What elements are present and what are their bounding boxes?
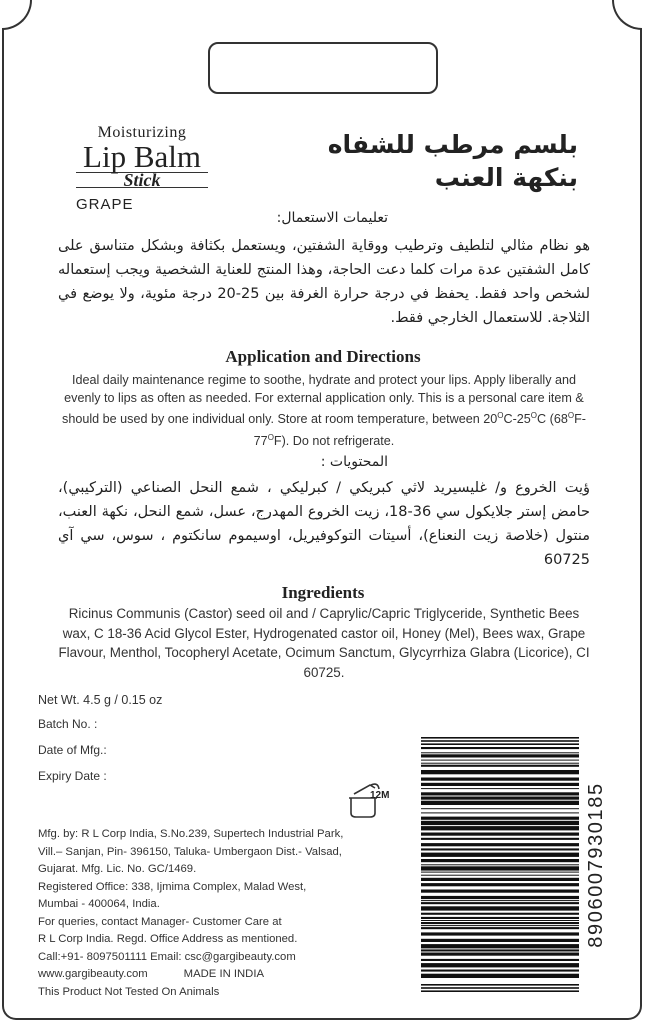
manufacturer-info: Mfg. by: R L Corp India, S.No.239, Supertech Industrial Park, Vill.– Sanjan, Pin- 396150, Taluka- Umbergaon Dist.- Valsad, Gujarat. Mfg. Lic. No. GC/1469. Registered Office: 338, Ijmima Complex, Malad West, Mumbai - 400064, India. For queries, contact Manager- Customer Care at R L Corp India. Regd. Office Address as mentioned. Call:+91- 8097501111 Email: csc@gargibeauty.com www.gargibeauty.com MADE IN INDIA This Product Not Tested On Animals xyxy=(38,828,344,998)
hang-hole xyxy=(208,42,438,94)
barcode-bar xyxy=(421,883,579,886)
barcode-bar xyxy=(421,792,579,795)
barcode-bar xyxy=(421,875,579,876)
logo-lip-balm: Lip Balm xyxy=(83,139,201,174)
barcode-bar xyxy=(421,752,579,753)
barcode-bar xyxy=(421,890,579,893)
ingredients-heading: Ingredients xyxy=(281,583,365,602)
variant-label: GRAPE xyxy=(76,196,134,213)
barcode-bar xyxy=(421,843,579,846)
barcode-bar xyxy=(421,859,579,862)
barcode-bar xyxy=(421,970,579,972)
batch-number: Batch No. : xyxy=(38,717,98,731)
arabic-directions-text: هو نظام مثالي لتلطيف وترطيب ووقاية الشفتين، ويستعمل بكثافة وبشكل متناسق على كامل الشفتين عدة مرات كلما دعت الحاجة، وهذا المنتج للعناية الشخصية ويجب إستعماله لشخص واحد فقط. يحفظ في درجة حرارة الغرفة بين 25-20 درجة مئوية، ولا يوضع في الثلاجة. للاستعمال الخارجي فقط. xyxy=(58,238,590,326)
barcode-bar xyxy=(421,987,579,989)
net-weight: Net Wt. 4.5 g / 0.15 oz xyxy=(38,693,163,707)
barcode-bar xyxy=(421,900,579,901)
barcode-bar xyxy=(421,747,579,749)
barcode-bar xyxy=(421,763,579,764)
barcode-bar xyxy=(421,770,579,774)
barcode-bar xyxy=(421,878,579,881)
arabic-title-line2: بنكهة العنب xyxy=(434,163,578,192)
barcode-bar xyxy=(421,896,579,899)
ingredients-text: Ricinus Communis (Castor) seed oil and / Caprylic/Capric Triglyceride, Synthetic Bees wax, C 18-36 Acid Glycol Ester, Hydrogenated castor oil, Honey (Mel), Bees wax, Grape Flavour, Menthol, Tocopheryl Acetate, Ocimum Sanctum, Glycyrrhiza Glabra (Licorice), CI 60725. xyxy=(58,606,590,680)
barcode-bar xyxy=(421,984,579,986)
barcode-bar xyxy=(421,927,579,929)
logo-stick: Stick xyxy=(123,170,161,190)
barcode-bar xyxy=(421,788,579,789)
barcode-number xyxy=(584,738,608,993)
barcode-bar xyxy=(421,826,579,830)
barcode-bar xyxy=(421,913,579,915)
expiry-date: Expiry Date : xyxy=(38,769,107,783)
arabic-product-title xyxy=(278,128,578,194)
barcode-bar xyxy=(421,866,579,870)
barcode-bar xyxy=(421,963,579,967)
barcode-bar xyxy=(421,801,579,805)
barcode-bar xyxy=(421,932,579,935)
barcode-bar xyxy=(421,853,579,857)
barcode-bar xyxy=(421,990,579,992)
barcode-bar xyxy=(421,778,579,781)
directions-heading: Application and Directions xyxy=(225,347,421,366)
barcode-bar xyxy=(421,797,579,800)
barcode-bar xyxy=(421,974,579,978)
barcode-bar xyxy=(421,944,579,948)
barcode-bar xyxy=(421,812,579,813)
barcode-bar xyxy=(421,939,579,942)
barcode-bar xyxy=(421,922,579,924)
barcode-bar xyxy=(421,906,579,910)
period-after-opening: 12M xyxy=(370,790,390,801)
barcode-bar xyxy=(421,872,579,873)
barcode-bar xyxy=(421,925,579,926)
barcode-bar xyxy=(421,754,579,757)
barcode xyxy=(421,737,579,992)
barcode-bar xyxy=(421,953,579,956)
svg-text:8906007930185: 8906007930185 xyxy=(585,782,607,948)
barcode-bar xyxy=(421,821,579,825)
logo-moisturizing: Moisturizing xyxy=(97,124,187,141)
arabic-ingredients-text: ؤيت الخروع و/ غليسيريد لاثي كبريكي / كبرليكي ، شمع النحل الصناعي (التركيبي)، حامض إستر جلايكول سي 36-18، زيت الخروع المهدرج، عسل، شمع النحل، نكهة العنب، منتول (خلاصة زيت النعناع)، أسيتات التوكوفيريل، اوسيموم سانكتوم ، سوس، سي آي 60725 xyxy=(58,480,590,568)
barcode-bar xyxy=(421,949,579,951)
manufacture-date: Date of Mfg.: xyxy=(38,743,107,757)
barcode-bar xyxy=(421,743,579,745)
directions-text: Ideal daily maintenance regime to soothe, hydrate and protect your lips. Apply liberally and evenly to lips as often as needed. For external application only. This is a personal care item & should be used by one individual only. Store at room temperature, between $20^OC-25^OC$ $(68^OF-77^OF)$. Do not refrigerate. xyxy=(62,373,586,448)
barcode-bar xyxy=(421,833,579,836)
barcode-bar xyxy=(421,783,579,786)
barcode-bar xyxy=(421,765,579,767)
arabic-title-line1: بلسم مرطب للشفاه xyxy=(327,130,578,159)
barcode-bar xyxy=(421,838,579,840)
arabic-ingredients-heading: المحتويات : xyxy=(320,454,388,470)
barcode-bar xyxy=(421,864,579,865)
barcode-bar xyxy=(421,760,579,761)
barcode-bar xyxy=(421,737,579,739)
barcode-bar xyxy=(421,848,579,850)
brand-logo xyxy=(74,124,210,213)
barcode-bar xyxy=(421,902,579,904)
barcode-bar xyxy=(421,917,579,919)
barcode-bar xyxy=(421,740,579,742)
arabic-directions-heading: تعليمات الاستعمال: xyxy=(276,210,388,226)
barcode-bar xyxy=(421,817,579,820)
barcode-bar xyxy=(421,920,579,921)
barcode-bar xyxy=(421,959,579,961)
barcode-bar xyxy=(421,808,579,809)
